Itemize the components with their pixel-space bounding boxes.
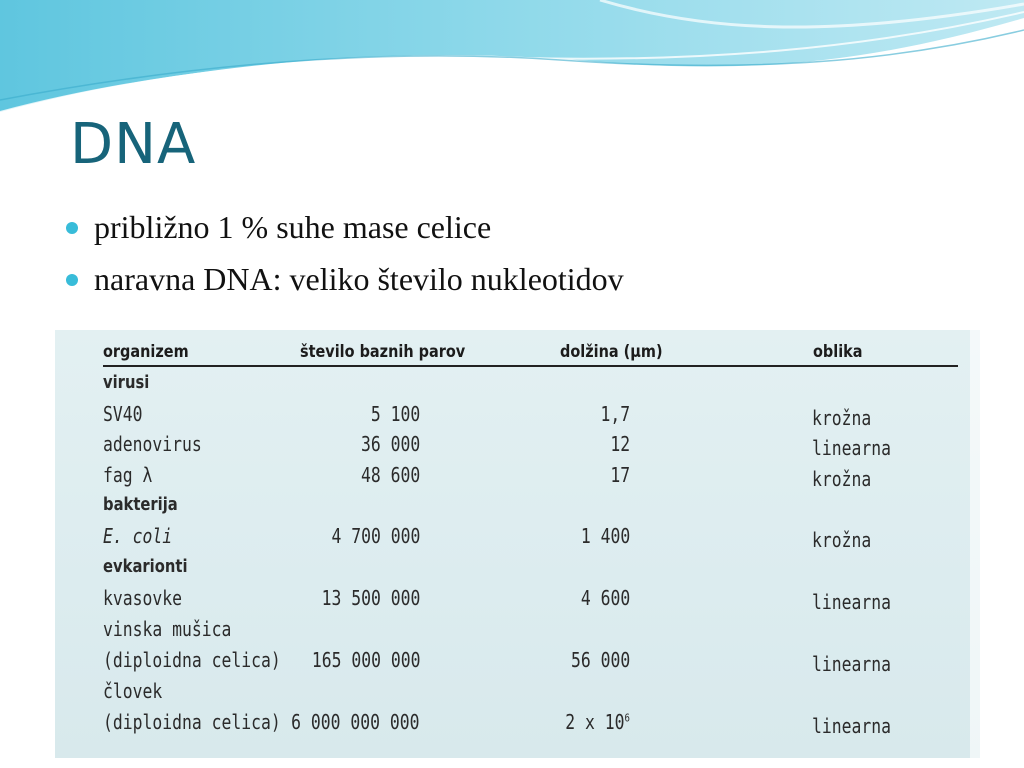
scan-edge (970, 330, 980, 758)
base-pairs-value: 5 100 (370, 402, 420, 426)
organism-name: (diploidna celica) (103, 710, 281, 734)
length-value: 17 (610, 463, 630, 487)
organism-name: SV40 (103, 402, 143, 426)
bullet-text: približno 1 % suhe mase celice (94, 209, 492, 245)
length-exponent: 6 (624, 711, 630, 725)
shape-value: krožna (812, 467, 872, 491)
header-base-pairs: število baznih parov (300, 342, 466, 362)
shape-value: linearna (812, 652, 891, 676)
bullet-dot-icon (66, 274, 78, 286)
organism-name: fag λ (103, 463, 153, 487)
group-label: evkarionti (103, 556, 188, 577)
dna-size-table (55, 330, 980, 758)
length-value: 4 600 (580, 586, 630, 610)
bullet-list (62, 203, 624, 307)
bullet-dot-icon (66, 222, 78, 234)
bullet-item (62, 203, 624, 255)
bullet-text: naravna DNA: veliko število nukleotidov (94, 261, 624, 297)
base-pairs-value: 165 000 000 (311, 648, 420, 672)
shape-value: linearna (812, 590, 891, 614)
shape-value: krožna (812, 528, 872, 552)
base-pairs-value: 36 000 (360, 432, 420, 456)
header-rule (103, 365, 958, 367)
organism-name: (diploidna celica) (103, 648, 281, 672)
organism-name: E. coli (103, 524, 173, 548)
base-pairs-value: 48 600 (360, 463, 420, 487)
length-value: 2 x $10^6$ (565, 710, 630, 734)
base-pairs-value: 4 700 000 (331, 524, 420, 548)
base-pairs-value: 6 000 000 000 (291, 710, 420, 734)
shape-value: linearna (812, 714, 891, 738)
group-label: bakterija (103, 494, 178, 515)
header-length: dolžina (μm) (560, 342, 663, 362)
header-organism: organizem (103, 342, 189, 362)
group-label: virusi (103, 372, 150, 393)
base-pairs-value: 13 500 000 (321, 586, 420, 610)
organism-name: adenovirus (103, 432, 202, 456)
length-value: 1 400 (580, 524, 630, 548)
organism-name: vinska mušica (103, 617, 232, 641)
bullet-item (62, 255, 624, 307)
shape-value: krožna (812, 406, 872, 430)
shape-value: linearna (812, 436, 891, 460)
header-wave-decoration (0, 0, 1024, 120)
length-value: 56 000 (570, 648, 630, 672)
length-value: 1,7 (600, 402, 630, 426)
header-shape: oblika (813, 342, 863, 362)
organism-name: človek (103, 679, 163, 703)
slide-title: DNA (70, 112, 197, 177)
length-value: 12 (610, 432, 630, 456)
organism-name: kvasovke (103, 586, 182, 610)
